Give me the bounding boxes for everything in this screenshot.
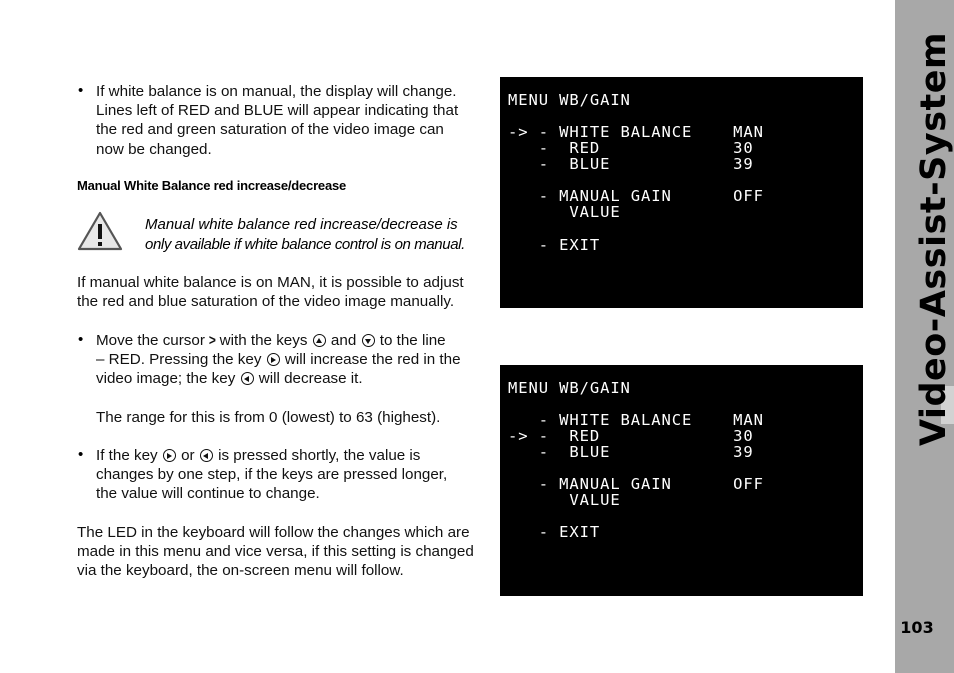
text-line bbox=[96, 350, 461, 369]
right-key-icon bbox=[267, 353, 280, 366]
osd-line: MENU WB/GAIN bbox=[508, 91, 631, 109]
paragraph-led bbox=[77, 523, 474, 581]
bullet-dot: • bbox=[78, 446, 84, 463]
left-key-icon bbox=[241, 372, 254, 385]
text-line bbox=[96, 369, 461, 388]
paragraph-bullet1 bbox=[96, 82, 458, 159]
range-note: The range for this is from 0 (lowest) to 63 (highest). bbox=[96, 409, 441, 426]
text-fragment: with the keys bbox=[219, 332, 308, 349]
text-fragment: and bbox=[330, 332, 357, 349]
left-key-icon bbox=[200, 449, 213, 462]
text-line: made in this menu and vice versa, if this setting is changed bbox=[77, 543, 474, 561]
text-line: only available if white balance control is on manual. bbox=[145, 236, 465, 253]
osd-line: -> - RED 30 bbox=[508, 427, 754, 445]
text-fragment: Move the cursor bbox=[96, 332, 205, 349]
text-line: now be changed. bbox=[96, 140, 212, 158]
text-line bbox=[96, 331, 461, 350]
text-fragment: is pressed shortly, the value is bbox=[218, 447, 421, 464]
text-fragment: to the line bbox=[379, 332, 446, 349]
osd-line: VALUE bbox=[508, 203, 621, 221]
osd-screen-2 bbox=[500, 365, 863, 596]
text-line: the value will continue to change. bbox=[96, 485, 320, 503]
paragraph-bullet2 bbox=[96, 331, 461, 389]
text-line: The LED in the keyboard will follow the changes which are bbox=[77, 524, 470, 541]
osd-line: - BLUE 39 bbox=[508, 443, 754, 461]
section-title-vertical: Video-Assist-System bbox=[914, 32, 954, 446]
text-line: If manual white balance is on MAN, it is possible to adjust bbox=[77, 274, 464, 291]
osd-line: - MANUAL GAIN OFF bbox=[508, 187, 764, 205]
text-fragment: If the key bbox=[96, 447, 158, 464]
paragraph-manual-wb bbox=[77, 273, 464, 311]
down-key-icon bbox=[362, 334, 375, 347]
right-key-icon bbox=[163, 449, 176, 462]
text-fragment: will increase the red in the bbox=[284, 351, 461, 369]
bullet-dot: • bbox=[78, 331, 84, 348]
text-line: Manual white balance red increase/decrease is bbox=[145, 216, 458, 233]
text-line: changes by one step, if the keys are pressed longer, bbox=[96, 466, 448, 484]
warning-triangle-icon bbox=[76, 210, 124, 252]
osd-line: - BLUE 39 bbox=[508, 155, 754, 173]
cursor-chevron-icon: > bbox=[208, 332, 216, 349]
up-key-icon bbox=[313, 334, 326, 347]
osd-line: MENU WB/GAIN bbox=[508, 379, 631, 397]
text-fragment: will decrease it. bbox=[258, 370, 363, 388]
text-fragment: video image; the key bbox=[96, 370, 236, 388]
osd-line: - WHITE BALANCE MAN bbox=[508, 411, 764, 429]
page-number: 103 bbox=[900, 618, 934, 637]
osd-line: -> - WHITE BALANCE MAN bbox=[508, 123, 764, 141]
warning-note bbox=[145, 215, 485, 255]
paragraph-bullet3 bbox=[96, 446, 447, 504]
text-fragment: – RED. Pressing the key bbox=[96, 351, 262, 369]
text-line bbox=[96, 446, 447, 465]
osd-line: - EXIT bbox=[508, 236, 601, 254]
osd-screen-1 bbox=[500, 77, 863, 308]
text-line: the red and blue saturation of the video image manually. bbox=[77, 293, 455, 311]
osd-line: - MANUAL GAIN OFF bbox=[508, 475, 764, 493]
section-heading: Manual White Balance red increase/decrease bbox=[77, 178, 347, 193]
text-line: If white balance is on manual, the display will change. bbox=[96, 83, 457, 100]
osd-line: - RED 30 bbox=[508, 139, 754, 157]
bullet-dot: • bbox=[78, 82, 84, 99]
text-fragment: or bbox=[181, 447, 195, 464]
text-line: Lines left of RED and BLUE will appear indicating that bbox=[96, 102, 459, 120]
text-line: the red and green saturation of the video image can bbox=[96, 121, 444, 139]
text-line: via the keyboard, the on-screen menu will follow. bbox=[77, 562, 404, 580]
osd-line: - EXIT bbox=[508, 523, 601, 541]
osd-line: VALUE bbox=[508, 491, 621, 509]
